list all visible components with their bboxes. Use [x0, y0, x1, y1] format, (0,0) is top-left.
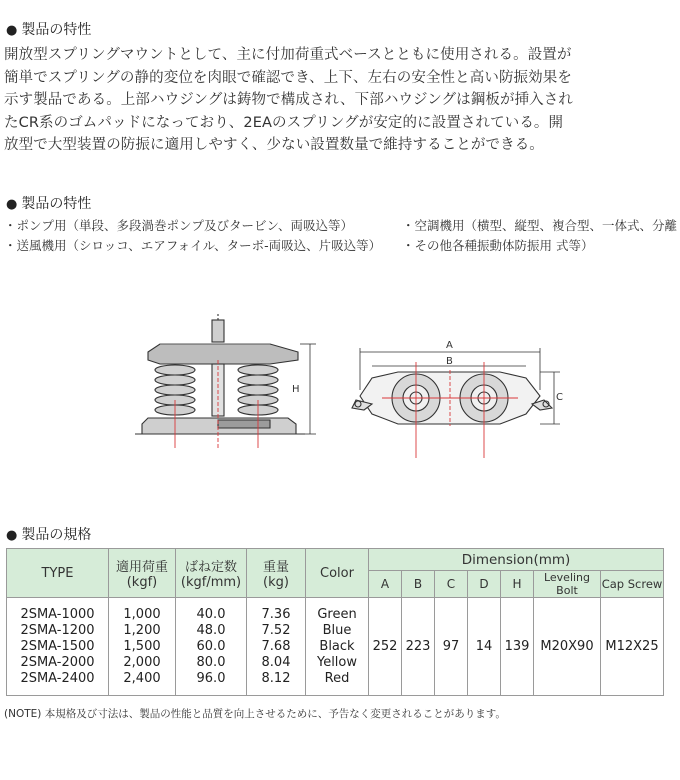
section-heading-applications: ● 製品の特性 [6, 196, 92, 212]
table-cell-leveling-bolt: M20X90 [534, 598, 601, 696]
description-line: 示す製品である。上部ハウジングは鋳物で構成され、下部ハウジングは鋼板が挿入され [4, 92, 573, 108]
table-cell-type: 2SMA-1500 [20, 638, 95, 654]
table-cell-type: 2SMA-2400 [20, 670, 95, 686]
col-header-dimension: Dimension(mm) [369, 549, 664, 571]
col-header-type: TYPE [7, 549, 109, 598]
spec-table [6, 548, 664, 696]
description-line: 簡単でスプリングの静的変位を肉眼で確認でき、上下、左右の安全性と高い防振効果を [4, 69, 572, 86]
top-view [352, 348, 560, 424]
spring-column [176, 598, 247, 696]
table-cell-spring: 48.0 [196, 622, 226, 638]
dim-label-h: H [292, 384, 300, 395]
col-header-dim-b: B [402, 571, 435, 598]
table-cell-weight: 8.12 [261, 670, 291, 686]
col-header-cap-screw: Cap Screw [601, 571, 664, 598]
table-cell-type: 2SMA-2000 [20, 654, 95, 670]
table-cell-weight: 7.36 [261, 606, 291, 622]
use-other: ・その他各種振動体防振用 式等） [402, 238, 594, 253]
dim-label-b: B [446, 356, 453, 367]
use-pump: ・ポンプ用（単段、多段渦巻ポンプ及びタービン、両吸込等） [4, 218, 354, 233]
table-cell-dim-c: 97 [435, 598, 468, 696]
table-cell-load: 2,000 [123, 654, 161, 670]
section-heading-specs: ● 製品の規格 [6, 527, 92, 543]
dim-label-a: A [446, 340, 453, 351]
table-cell-spring: 60.0 [196, 638, 226, 654]
col-header-color: Color [306, 549, 369, 598]
table-cell-weight: 8.04 [261, 654, 291, 670]
table-cell-dim-h: 139 [501, 598, 534, 696]
table-cell-dim-b: 223 [402, 598, 435, 696]
col-header-dim-a: A [369, 571, 402, 598]
load-column [109, 598, 176, 696]
table-cell-color: Black [319, 638, 355, 654]
table-cell-load: 1,200 [123, 622, 161, 638]
bullet-icon: ● [6, 23, 18, 38]
footnote: (NOTE) 本規格及び寸法は、製品の性能と品質を向上させるために、予告なく変更されることがあります。 [4, 708, 506, 720]
weight-column [247, 598, 306, 696]
table-cell-load: 1,000 [123, 606, 161, 622]
table-cell-color: Yellow [316, 654, 358, 670]
bullet-icon: ● [6, 197, 18, 212]
col-header-leveling-bolt: Leveling Bolt [534, 571, 601, 598]
table-cell-type: 2SMA-1000 [20, 606, 95, 622]
table-cell-weight: 7.52 [261, 622, 291, 638]
product-drawing [120, 300, 563, 470]
col-header-load: 適用荷重 (kgf) [109, 549, 176, 598]
description-paragraph [4, 44, 676, 157]
table-cell-dim-a: 252 [369, 598, 402, 696]
type-column [7, 598, 109, 696]
color-column [306, 598, 369, 696]
table-cell-load: 1,500 [123, 638, 161, 654]
use-fan: ・送風機用（シロッコ、エアフォイル、ターボ-両吸込、片吸込等） [4, 238, 382, 253]
table-cell-cap-screw: M12X25 [601, 598, 664, 696]
table-cell-color: Green [317, 606, 357, 622]
description-line: たCR系のゴムパッドになっており、2EAのスプリングが安定的に設置されている。開 [4, 114, 564, 131]
table-cell-load: 2,400 [123, 670, 161, 686]
table-cell-color: Blue [322, 622, 352, 638]
table-cell-dim-d: 14 [468, 598, 501, 696]
col-header-weight: 重量 (kg) [247, 549, 306, 598]
use-aircon: ・空調機用（横型、縦型、複合型、一体式、分離 [402, 218, 678, 233]
bullet-icon: ● [6, 528, 18, 543]
table-cell-type: 2SMA-1200 [20, 622, 95, 638]
description-line: 放型で大型装置の防振に適用しやすく、少ない設置数量で維持することができる。 [4, 137, 544, 153]
col-header-dim-d: D [468, 571, 501, 598]
table-cell-spring: 40.0 [196, 606, 226, 622]
table-cell-weight: 7.68 [261, 638, 291, 654]
section-heading-characteristics: ● 製品の特性 [6, 22, 92, 38]
side-view [135, 314, 316, 434]
table-cell-color: Red [324, 670, 350, 686]
dim-label-c: C [556, 392, 563, 403]
col-header-dim-c: C [435, 571, 468, 598]
table-cell-spring: 96.0 [196, 670, 226, 686]
description-line: 開放型スプリングマウントとして、主に付加荷重式ベースとともに使用される。設置が [4, 47, 572, 63]
col-header-spring: ばね定数 (kgf/mm) [176, 549, 247, 598]
table-cell-spring: 80.0 [196, 654, 226, 670]
col-header-dim-h: H [501, 571, 534, 598]
